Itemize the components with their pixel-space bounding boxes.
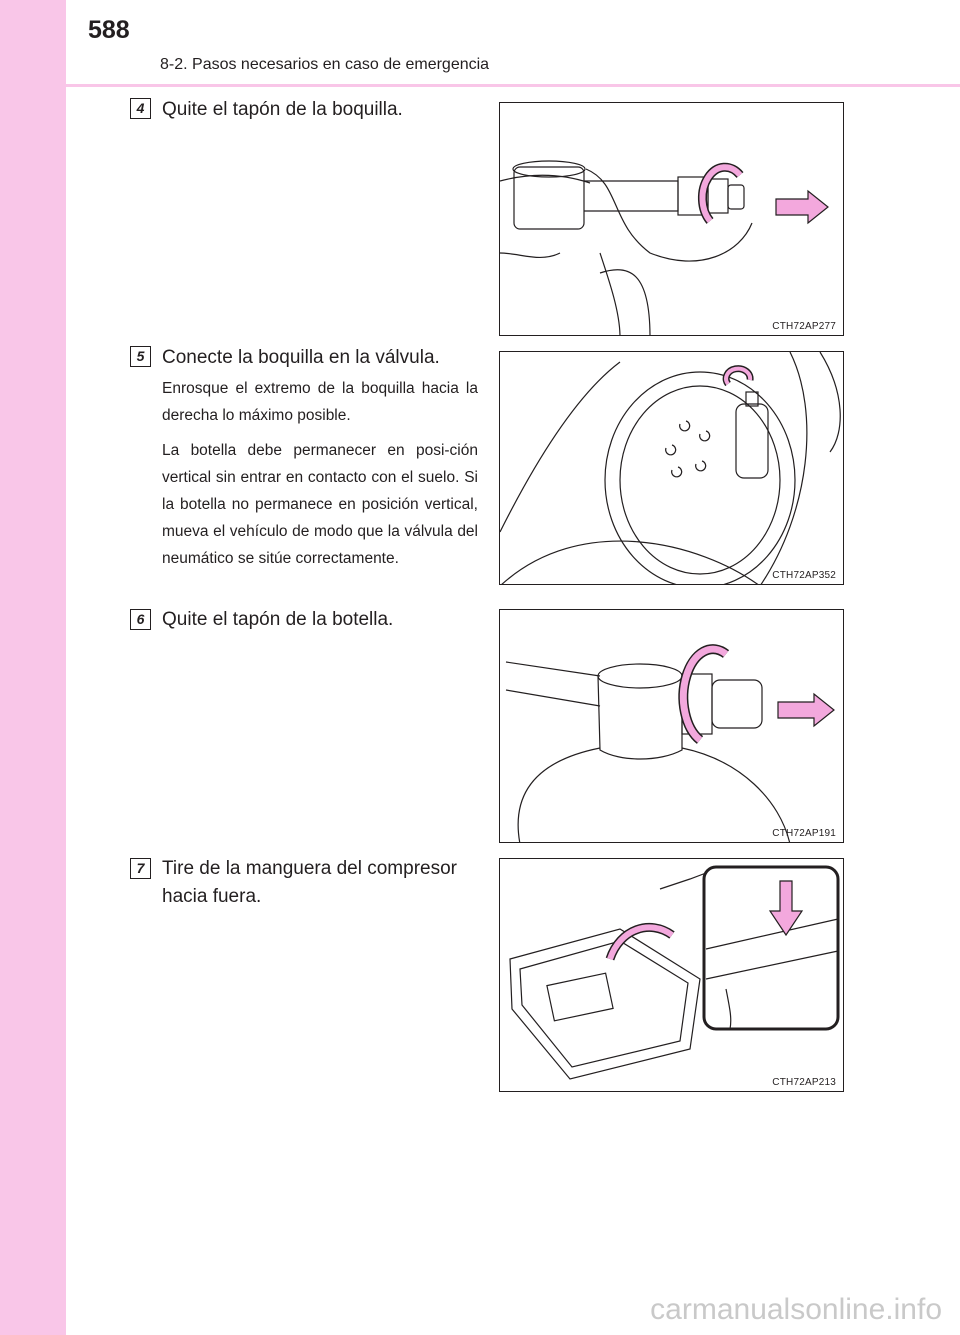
step-7-title: Tire de la manguera del compresor hacia fuera. [162,858,457,907]
side-margin-strip [0,0,66,1335]
nozzle-cap-illustration [500,103,844,336]
step-6-badge: 6 [130,609,151,630]
figure-step-4 [499,102,844,336]
step-5-badge: 5 [130,346,151,367]
step-4-badge: 4 [130,98,151,119]
header-rule [66,84,960,87]
bottle-cap-illustration [500,610,844,843]
step-6-title: Quite el tapón de la botella. [162,609,394,630]
step-5-paragraph-2: La botella debe permanecer en posi-ción vertical sin entrar en contacto con el suelo. Si la botella no permanece en posición vertical, mueva el vehículo de modo que la válvula del neumático se sitúe correctamente. [162,442,478,567]
figure-step-7 [499,858,844,1092]
step-4-title: Quite el tapón de la boquilla. [162,99,403,120]
figure-code: CTH72AP277 [772,321,836,332]
step-5-title: Conecte la boquilla en la válvula. [162,347,440,368]
step-5-body [162,375,478,580]
figure-step-5 [499,351,844,585]
figure-code: CTH72AP191 [772,828,836,839]
watermark: carmanualsonline.info [650,1293,942,1326]
step-5-paragraph-1: Enrosque el extremo de la boquilla hacia la derecha lo máximo posible. [162,380,478,424]
valve-connection-illustration [500,352,844,585]
section-title: 8-2. Pasos necesarios en caso de emergencia [160,56,490,73]
figure-code: CTH72AP352 [772,570,836,581]
figure-code: CTH72AP213 [772,1077,836,1088]
page-number: 588 [88,16,130,44]
figure-step-6 [499,609,844,843]
step-7-badge: 7 [130,858,151,879]
compressor-hose-illustration [500,859,844,1092]
